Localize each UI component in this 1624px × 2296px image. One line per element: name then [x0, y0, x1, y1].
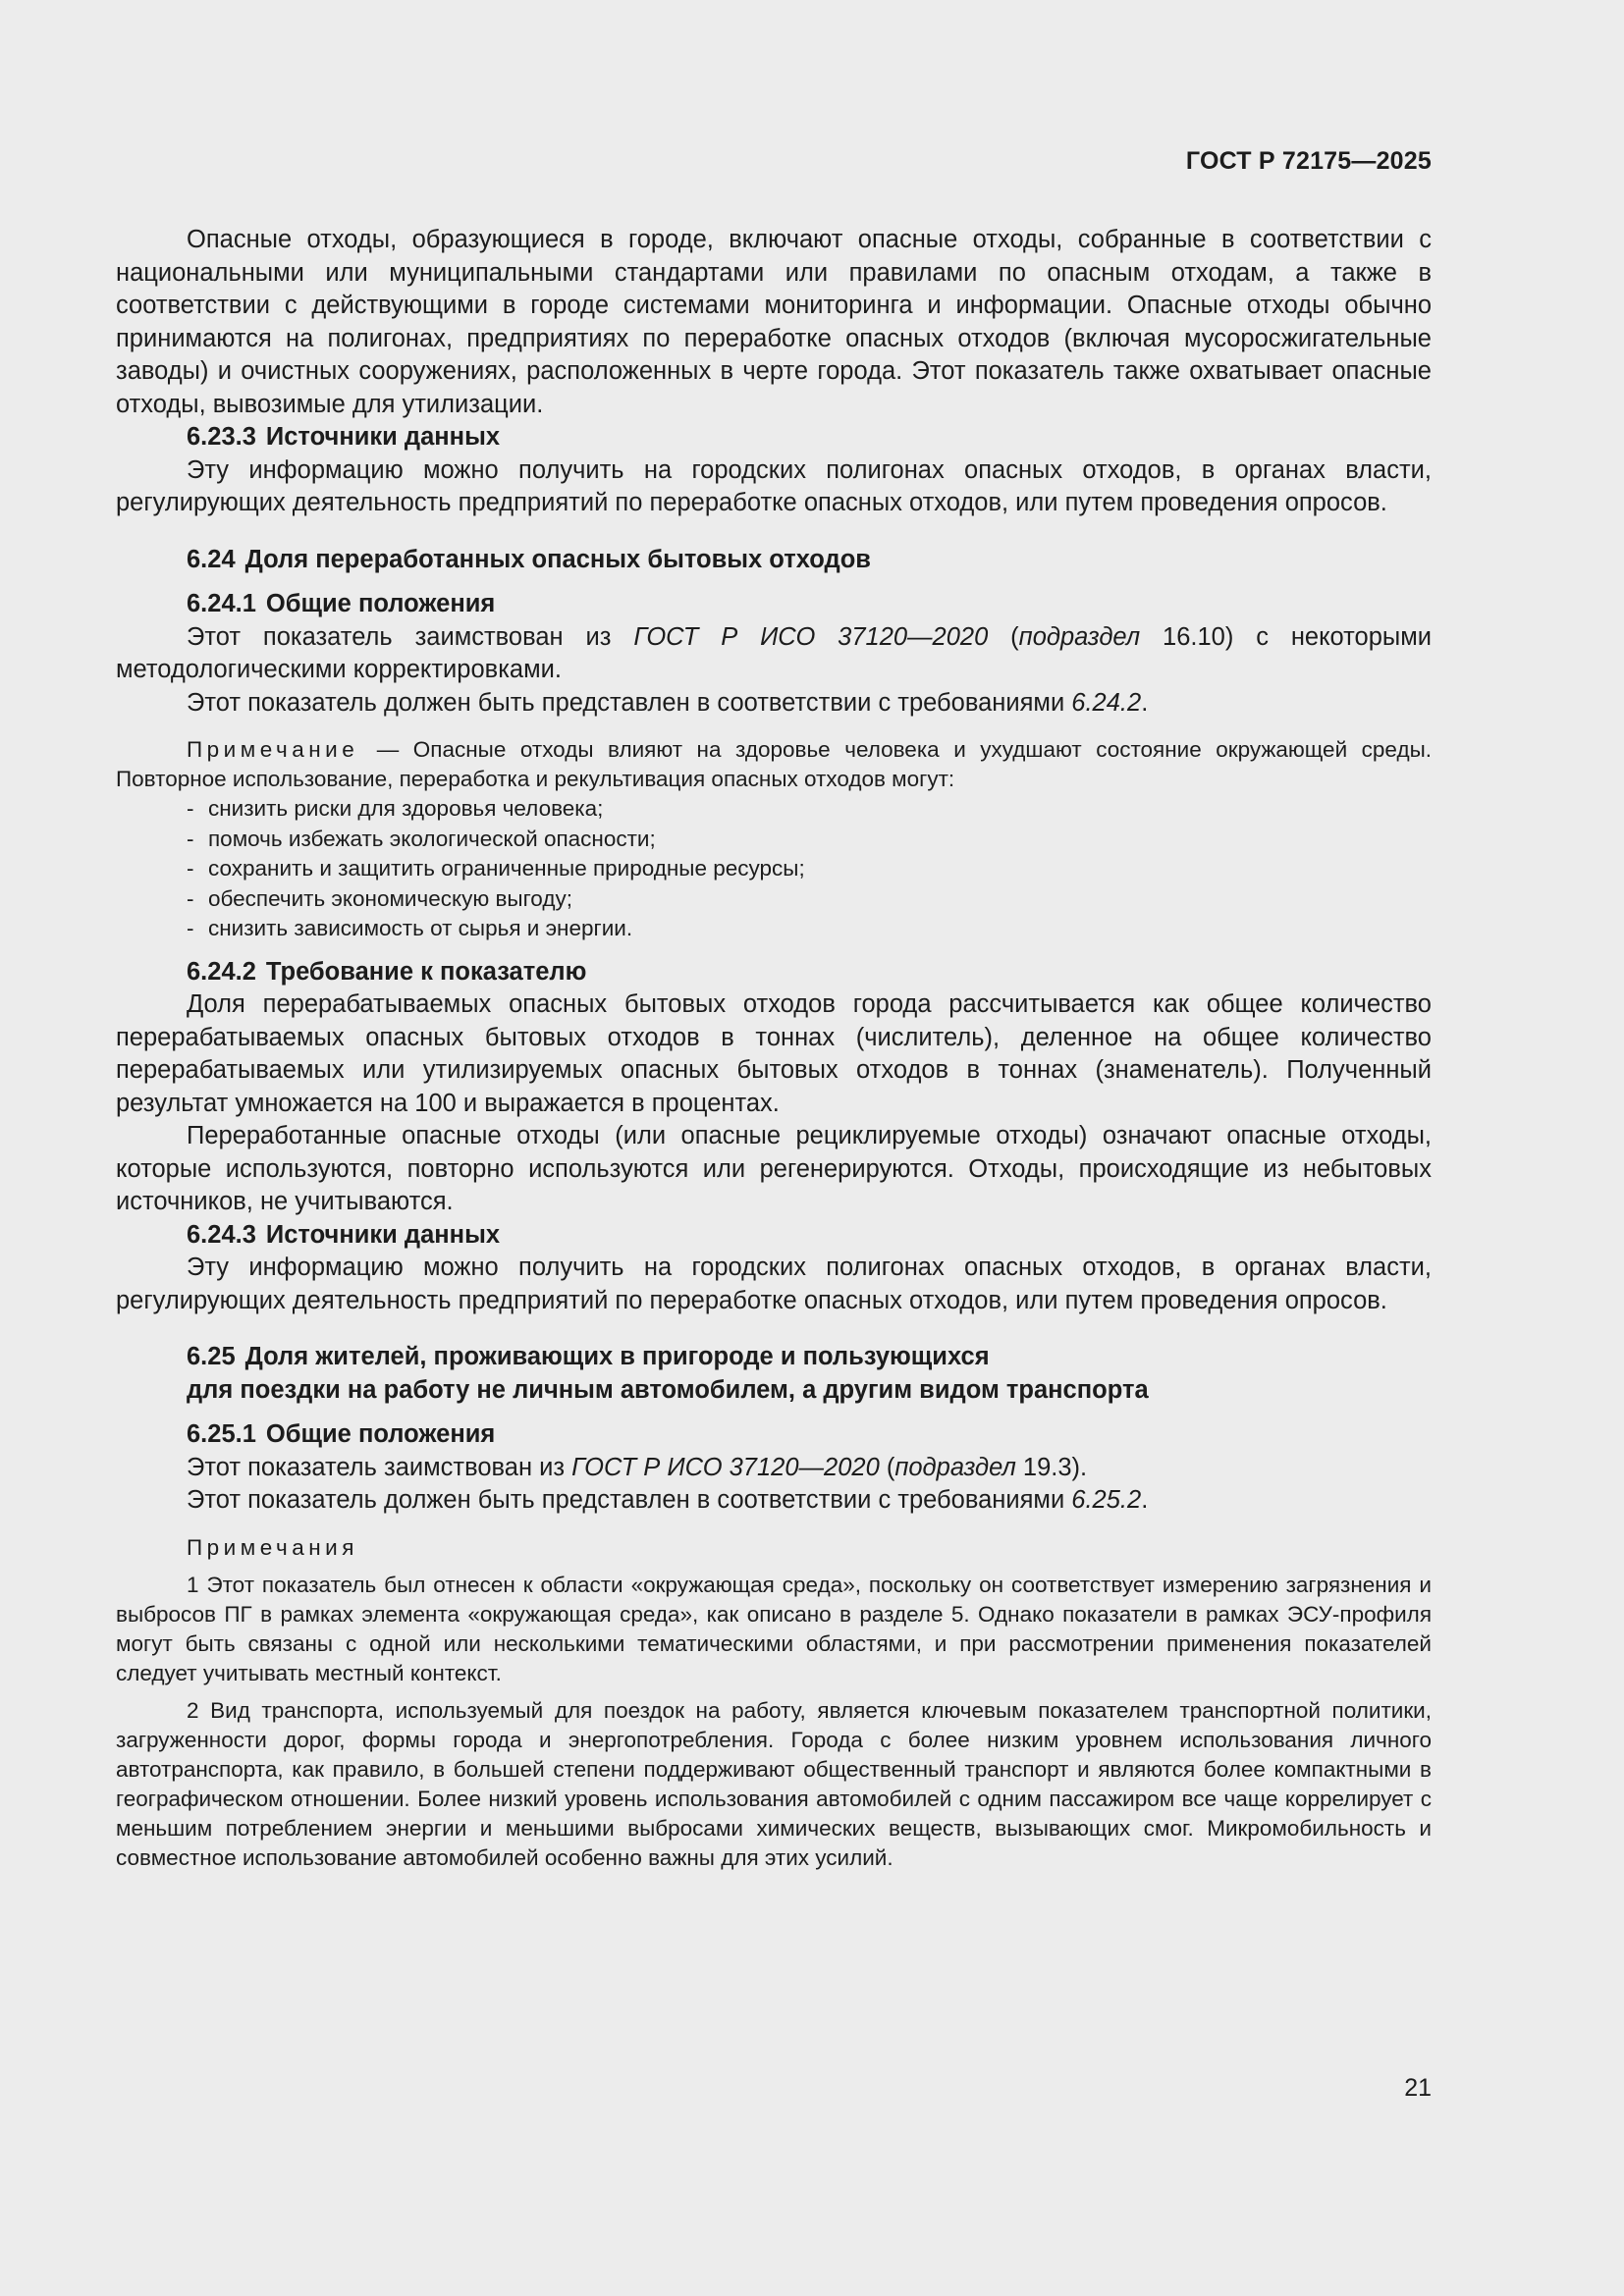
standard-reference: ГОСТ Р ИСО 37120—2020	[633, 622, 989, 651]
note-6-24-1: Примечание — Опасные отходы влияют на здоровье человека и ухудшают состояние окружающей среды. Повторное использование, переработка и рекультивация опасных отходов могут:	[116, 737, 1432, 791]
list-item: - обеспечить экономическую выгоду;	[187, 885, 572, 911]
list-item: - помочь избежать экологической опасности;	[187, 826, 656, 851]
heading-6-24: 6.24 Доля переработанных опасных бытовых отходов	[187, 545, 871, 573]
intro-paragraph: Опасные отходы, образующиеся в городе, включают опасные отходы, собранные в соответствии с национальными или муниципальными стандартами или правилами по опасным отходам, а также в соответствии с действующими в городе системами мониторинга и информации. Опасные отходы обычно принимаются на полигонах, предприятиях по переработке опасных отходов (включая мусоросжигательные заводы) и очистных сооружениях, расположенных в черте города. Этот показатель также охватывает опасные отходы, вывозимые для утилизации.	[116, 226, 1432, 418]
paragraph-6-24-3: Эту информацию можно получить на городских полигонах опасных отходов, в органах власти, регулирующих деятельность предприятий по переработке опасных отходов, или путем проведения опросов.	[116, 1254, 1432, 1314]
paragraph-6-24-1-source: Этот показатель заимствован из ГОСТ Р ИСО 37120—2020 (подраздел 16.10) с некоторыми методологическими корректировками.	[116, 622, 1433, 683]
paragraph-6-25-1-source: Этот показатель заимствован из ГОСТ Р ИСО 37120—2020 (подраздел 19.3).	[187, 1453, 1088, 1481]
heading-6-25: 6.25 Доля жителей, проживающих в пригороде и пользующихся для поездки на работу не личным автомобилем, а другим видом транспорта	[187, 1343, 1149, 1404]
heading-6-24-2: 6.24.2 Требование к показателю	[187, 957, 587, 986]
page-number: 21	[1404, 2074, 1432, 2102]
heading-6-25-1: 6.25.1 Общие положения	[187, 1420, 496, 1448]
standard-reference: ГОСТ Р ИСО 37120—2020	[571, 1453, 880, 1481]
paragraph-6-24-1-requirement: Этот показатель должен быть представлен в соответствии с требованиями 6.24.2.	[187, 688, 1149, 717]
paragraph-6-24-2-2: Переработанные опасные отходы (или опасные рециклируемые отходы) означают опасные отходы, которые используются, повторно используются или регенерируются. Отходы, происходящие из небытовых источников, не учитываются.	[116, 1122, 1432, 1215]
document-code: ГОСТ Р 72175—2025	[1185, 147, 1432, 175]
paragraph-6-24-2-1: Доля перерабатываемых опасных бытовых отходов города рассчитывается как общее количество перерабатываемых опасных бытовых отходов в тоннах (числитель), деленное на общее количество перерабатываемых или утилизируемых опасных бытовых отходов в тоннах (знаменатель). Полученный результат умножается на 100 и выражается в процентах.	[116, 990, 1432, 1117]
note-list	[116, 794, 1432, 944]
clause-reference: 6.25.2	[1071, 1486, 1142, 1514]
heading-6-23-3: 6.23.3 Источники данных	[187, 423, 501, 451]
heading-6-24-3: 6.24.3 Источники данных	[187, 1220, 501, 1249]
note-2: 2 Вид транспорта, используемый для поездок на работу, является ключевым показателем транспортной политики, загруженности дорог, формы города и энергопотребления. Города с более низким уровнем использования личного автотранспорта, как правило, в большей степени поддерживают общественный транспорт и являются более компактными в географическом отношении. Более низкий уровень использования автомобилей с одним пассажиром все чаще коррелирует с меньшим потреблением энергии и меньшими выбросами химических веществ, вызывающих смог. Микромобильность и совместное использование автомобилей особенно важны для этих усилий.	[116, 1697, 1432, 1870]
clause-reference: 6.24.2	[1071, 688, 1142, 717]
list-item: - снизить зависимость от сырья и энергии.	[187, 916, 633, 940]
heading-6-24-1: 6.24.1 Общие положения	[187, 590, 496, 617]
paragraph-6-25-1-requirement: Этот показатель должен быть представлен в соответствии с требованиями 6.25.2.	[187, 1486, 1149, 1514]
list-item: - сохранить и защитить ограниченные природные ресурсы;	[187, 856, 805, 881]
page-content	[116, 224, 1432, 1873]
paragraph-6-23-3: Эту информацию можно получить на городских полигонах опасных отходов, в органах власти, регулирующих деятельность предприятий по переработке опасных отходов, или путем проведения опросов.	[116, 455, 1432, 516]
note-1: 1 Этот показатель был отнесен к области «окружающая среда», поскольку он соответствует измерению загрязнения и выбросов ПГ в рамках элемента «окружающая среда», как описано в разделе 5. Однако показатели в рамках ЭСУ-профиля могут быть связаны с одной или несколькими тематическими областями, и при рассмотрении применения показателей следует учитывать местный контекст.	[116, 1572, 1432, 1685]
notes-heading: Примечания	[187, 1534, 358, 1560]
list-item: - снизить риски для здоровья человека;	[187, 796, 604, 821]
